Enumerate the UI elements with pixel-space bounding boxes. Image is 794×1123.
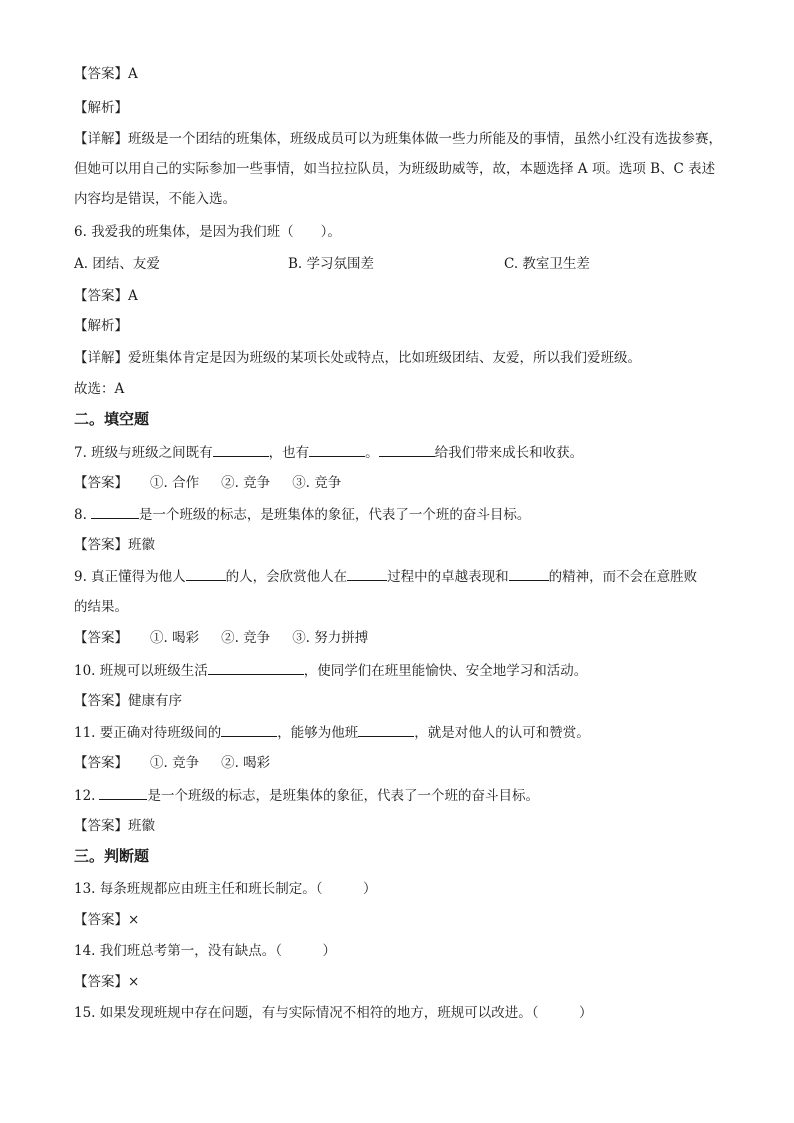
q6-stem: 6. 我爱我的班集体，是因为我们班（ ）。	[74, 224, 341, 240]
answer-label: 【答案】	[74, 630, 128, 646]
q7-stem	[74, 442, 583, 463]
q14-stem: 14. 我们班总考第一，没有缺点。（ ）	[74, 943, 337, 959]
q10-answer-line	[74, 691, 182, 711]
q11-stem	[74, 722, 590, 743]
q9-stem-c: 过程中的卓越表现和	[387, 569, 509, 585]
q12-number: 12.	[74, 788, 96, 804]
q13-answer-line	[74, 910, 139, 930]
blank	[99, 785, 147, 800]
q9-stem-d: 的精神，而不会在意胜败	[548, 569, 698, 585]
q11-stem-c: ，就是对他人的认可和赞赏。	[414, 725, 590, 741]
q8-number: 8.	[74, 507, 87, 523]
q8-answer-line	[74, 535, 155, 555]
q7-stem-d: 给我们带来成长和收获。	[434, 445, 584, 461]
q6-answer-line	[74, 286, 138, 306]
blank	[358, 722, 414, 737]
q11-answer-1: ①. 竞争	[150, 755, 200, 771]
q5-analysis-label: 【解析】	[74, 100, 128, 116]
blank	[91, 504, 139, 519]
blank	[347, 566, 387, 581]
q14-answer-line	[74, 972, 139, 992]
q7-answer-2: ②. 竞争	[221, 475, 271, 491]
q5-answer-line	[74, 64, 138, 84]
q13-answer: ×	[128, 912, 140, 928]
section-title-fill-in: 二。填空题	[74, 410, 150, 428]
answer-label: 【答案】	[74, 693, 128, 709]
q10-stem-b: ，使同学们在班里能愉快、安全地学习和活动。	[303, 663, 588, 679]
q9-stem-a: 9. 真正懂得为他人	[74, 569, 186, 585]
answer-label: 【答案】	[74, 475, 128, 491]
q10-stem	[74, 660, 587, 681]
q7-stem-a: 7. 班级与班级之间既有	[74, 445, 213, 461]
q8-answer: 班徽	[128, 537, 155, 553]
q12-answer: 班徽	[128, 818, 155, 834]
q11-answer-2: ②. 喝彩	[221, 755, 271, 771]
blank	[309, 442, 365, 457]
answer-label: 【答案】	[74, 912, 128, 928]
q8-stem-text: 是一个班级的标志，是班集体的象征，代表了一个班的奋斗目标。	[138, 507, 531, 523]
q15-stem: 15. 如果发现班规中存在问题，有与实际情况不相符的地方，班规可以改进。（ ）	[74, 1005, 593, 1021]
q9-answer-2: ②. 竞争	[221, 630, 271, 646]
q6-option-b: B. 学习氛围差	[288, 256, 375, 272]
q9-answer-1: ①. 喝彩	[150, 630, 200, 646]
blank	[221, 722, 277, 737]
q10-answer: 健康有序	[128, 693, 182, 709]
blank	[213, 442, 269, 457]
answer-label: 【答案】	[74, 537, 128, 553]
answer-label: 【答案】	[74, 288, 128, 304]
q5-detail	[74, 124, 724, 214]
q5-answer: A	[128, 66, 138, 82]
answer-label: 【答案】	[74, 755, 128, 771]
q14-answer: ×	[128, 974, 140, 990]
q7-stem-c: 。	[365, 445, 379, 461]
q9-answer-line	[74, 628, 368, 648]
q7-answer-1: ①. 合作	[150, 475, 200, 491]
q12-stem-text: 是一个班级的标志，是班集体的象征，代表了一个班的奋斗目标。	[147, 788, 539, 804]
q7-answer-line	[74, 473, 341, 493]
q6-analysis-label: 【解析】	[74, 318, 128, 334]
q11-stem-b: ，能够为他班	[277, 725, 359, 741]
q5-detail-text: 班级是一个团结的班集体，班级成员可以为班集体做一些力所能及的事情，虽然小红没有选拔参赛，但她可以用自己的实际参加一些事情，如当拉拉队员，为班级助威等，故，本题选择 A 项。选项 B、C 表述内容均是错误，不能入选。	[74, 131, 722, 207]
answer-label: 【答案】	[74, 974, 128, 990]
q12-stem	[74, 785, 539, 806]
q9-stem-line1	[74, 566, 697, 587]
q6-option-a: A. 团结、友爱	[74, 256, 160, 272]
q9-stem-b: 的人，会欣赏他人在	[225, 569, 348, 585]
q6-detail	[74, 348, 641, 368]
answer-label: 【答案】	[74, 818, 128, 834]
section-title-true-false: 三。判断题	[74, 847, 150, 865]
q7-stem-b: ，也有	[268, 445, 310, 461]
q6-detail-text: 爱班集体肯定是因为班级的某项长处或特点，比如班级团结、友爱，所以我们爱班级。	[128, 350, 641, 366]
q13-stem: 13. 每条班规都应由班主任和班长制定。（ ）	[74, 881, 377, 897]
blank	[208, 660, 304, 675]
blank	[379, 442, 435, 457]
q12-answer-line	[74, 816, 155, 836]
q9-answer-3: ③. 努力拼搏	[292, 630, 369, 646]
q6-answer: A	[128, 288, 138, 304]
q7-answer-3: ③. 竞争	[292, 475, 342, 491]
q6-choice: 故选：A	[74, 381, 125, 397]
q9-stem-line2: 的结果。	[74, 599, 128, 615]
q10-stem-a: 10. 班规可以班级生活	[74, 663, 208, 679]
q8-stem	[74, 504, 530, 525]
blank	[186, 566, 226, 581]
q11-stem-a: 11. 要正确对待班级间的	[74, 725, 222, 741]
answer-label: 【答案】	[74, 66, 128, 82]
detail-label: 【详解】	[74, 131, 128, 147]
detail-label: 【详解】	[74, 350, 128, 366]
blank	[509, 566, 549, 581]
q6-option-c: C. 教室卫生差	[504, 256, 590, 272]
q11-answer-line	[74, 753, 270, 773]
